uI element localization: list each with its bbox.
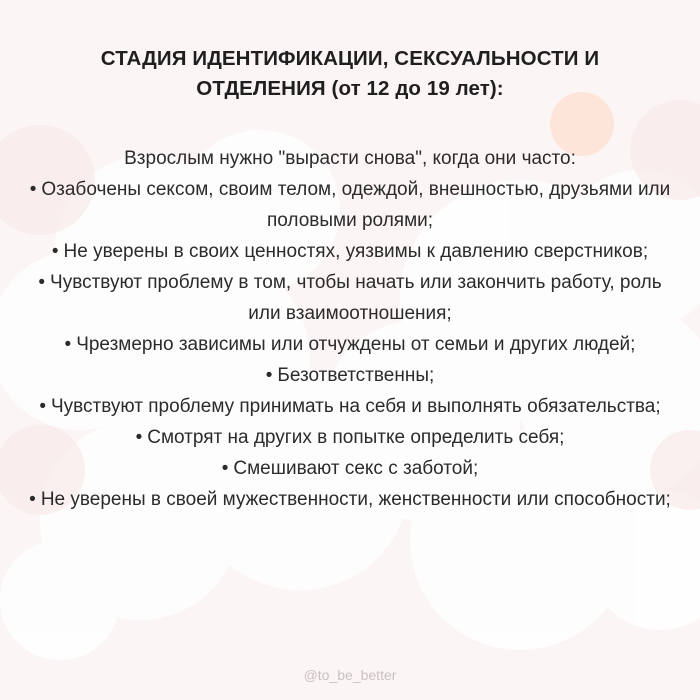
bullet-icon: • [29, 179, 37, 200]
bullet-icon: • [221, 458, 229, 479]
page-title [40, 44, 660, 104]
bullet-icon: • [51, 241, 59, 262]
list-item: • Чрезмерно зависимы или отчуждены от семьи и других людей; [64, 334, 636, 355]
bullet-icon: • [64, 334, 72, 355]
list-item: • Не уверены в своей мужественности, женственности или способности; [29, 489, 671, 510]
bullet-icon: • [38, 272, 46, 293]
list-item: • Озабочены сексом, своим телом, одеждой, внешностью, друзьями или половыми ролями; [29, 179, 671, 231]
list-item: • Не уверены в своих ценностях, уязвимы к давлению сверстников; [51, 241, 649, 262]
title-line-2: ОТДЕЛЕНИЯ (от 12 до 19 лет): [196, 77, 504, 100]
list-item: • Смешивают секс с заботой; [221, 458, 479, 479]
author-handle: @to_be_better [303, 667, 397, 683]
intro-text: Взрослым нужно "вырасти снова", когда они часто: [124, 148, 576, 169]
list-item: • Чувствуют проблему принимать на себя и выполнять обязательства; [39, 396, 661, 417]
list-item: • Чувствуют проблему в том, чтобы начать или закончить работу, роль или взаимоотношения; [38, 272, 662, 324]
title-line-1: СТАДИЯ ИДЕНТИФИКАЦИИ, СЕКСУАЛЬНОСТИ И [100, 47, 600, 70]
bullet-icon: • [135, 427, 143, 448]
symptom-list [20, 174, 680, 515]
list-item: • Смотрят на других в попытке определить себя; [135, 427, 565, 448]
bullet-icon: • [265, 365, 273, 386]
bullet-icon: • [29, 489, 36, 510]
list-item: • Безответственны; [265, 365, 435, 386]
bullet-icon: • [39, 396, 46, 417]
